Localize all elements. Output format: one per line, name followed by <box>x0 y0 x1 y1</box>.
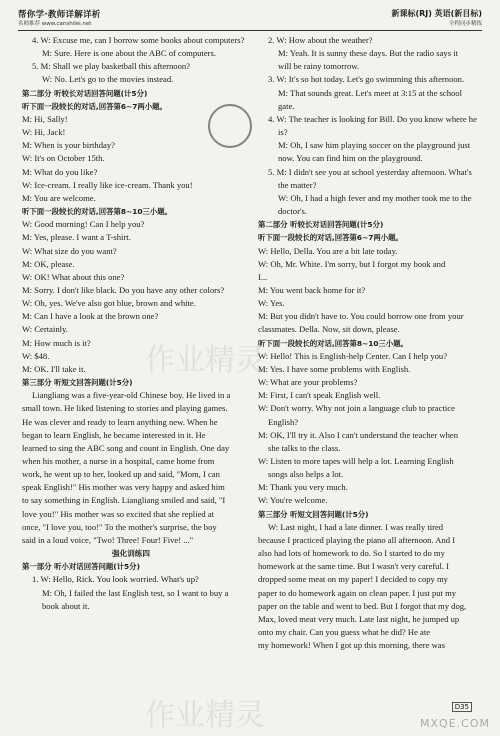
text-line: love you!" His mother was so excited that she replied at <box>22 508 215 519</box>
text-line: M: Hi, Sally! <box>22 113 68 124</box>
text-line: W: Oh, Mr. White. I'm sorry, but I forgot my book and <box>258 258 446 269</box>
text-line: M: Oh, I failed the last English test, so I want to buy a <box>42 587 229 598</box>
text-line: English? <box>268 416 299 427</box>
section-heading: 第二部分 听较长对话回答问题(计5分) <box>22 88 148 98</box>
text-line: I... <box>258 271 268 282</box>
text-line: M: Oh, I saw him playing soccer on the playground just <box>278 140 471 151</box>
text-line: M: Sure. Here is one about the ABC of computers. <box>42 48 216 59</box>
text-line: W: Listen to more tapes will help a lot. Learning English <box>258 456 454 466</box>
page-number: D35 <box>452 702 472 712</box>
page-header <box>18 6 482 31</box>
text-line: also had lots of homework to do. So I started to do my <box>258 548 445 559</box>
text-line: M: Yes, please. I want a T-shirt. <box>22 232 131 243</box>
text-line: when his mother, a nurse in a hospital, came home from <box>22 456 215 466</box>
text-line: W: Ice-cream. I really like ice-cream. Thank you! <box>22 179 193 190</box>
text-line: W: Certainly. <box>22 324 68 335</box>
section-heading: 第二部分 听较长对话回答问题(计5分) <box>258 220 384 230</box>
text-line: W: Hi, Jack! <box>22 127 66 138</box>
text-line: W: Oh, I had a high fever and my mother took me to the <box>278 192 472 203</box>
watermark-text: 作业精灵 <box>145 698 265 733</box>
text-line: paper to do homework again on clean paper. I just put my <box>258 587 457 598</box>
text-line: Liangliang was a five-year-old Chinese boy. He lived in a <box>32 390 231 401</box>
text-line: classmates. Della. Now, sit down, please. <box>258 324 400 335</box>
text-line: W: What are your problems? <box>258 377 358 388</box>
text-line: began to learn English, he became interested in it. He <box>22 429 206 440</box>
text-line: learned to sing the ABC song and count in English. One day <box>22 442 230 453</box>
text-line: W: Last night, I had a late dinner. I was really tired <box>268 521 444 532</box>
text-line: M: That sounds great. Let's meet at 3:15 at the school <box>278 87 462 98</box>
text-line: W: Oh, yes. We've also got blue, brown and white. <box>22 298 196 309</box>
text-line: onto my chair. Can you guess what he did? He ate <box>258 627 431 638</box>
section-heading: 强化训练四 <box>112 549 150 559</box>
edition-sublabel: 全程同步精练 <box>448 21 482 27</box>
text-line: homework at the same time. But I wasn't very careful. I <box>258 561 450 572</box>
text-line: paper on the table and went to bed. But I forgot that my dog, <box>258 600 467 611</box>
section-heading: 第三部分 听短文回答问题(计5分) <box>22 378 133 388</box>
text-line: M: How much is it? <box>22 337 91 348</box>
text-line: work, he went up to her, looked up and said, "Mom, I can <box>22 469 220 480</box>
text-line: M: But you didn't have to. You could borrow one from your <box>258 311 464 322</box>
section-heading: 第一部分 听小对话回答问题(计5分) <box>22 562 140 572</box>
text-line: W: No. Let's go to the movies instead. <box>42 74 174 85</box>
text-line: small town. He liked listening to stories and playing games. <box>22 403 228 414</box>
text-line: to say something in English. Liangliang smiled and said, "I <box>22 495 226 506</box>
section-heading: 听下面一段较长的对话,回答第6~7两小题。 <box>22 101 167 111</box>
text-line: 1. W: Hello, Rick. You look worried. What's up? <box>32 574 199 585</box>
text-line: M: OK, I'll try it. Also I can't understand the teacher when <box>258 429 458 440</box>
text-line: M: Thank you very much. <box>258 482 348 493</box>
book-subtitle: 名师推荐 www.canshilei.net <box>18 21 92 27</box>
text-line: my homework! When I got up this morning, there was <box>258 640 445 651</box>
text-line: the matter? <box>278 179 317 190</box>
text-line: M: Yeah. It is sunny these days. But the radio says it <box>278 48 458 59</box>
text-line: dropped some meat on my paper! I decided to copy my <box>258 574 448 585</box>
section-heading: 听下面一段较长的对话,回答第6~7两小题。 <box>258 233 403 243</box>
right-column <box>258 34 480 652</box>
text-line: 4. W: The teacher is looking for Bill. Do you know where he <box>268 113 477 124</box>
text-line: book about it. <box>42 600 90 611</box>
text-line: M: When is your birthday? <box>22 140 115 151</box>
text-line: now. You can find him on the playground. <box>278 153 423 164</box>
left-column <box>22 34 245 613</box>
text-line: M: You are welcome. <box>22 192 96 203</box>
text-line: gate. <box>278 100 295 111</box>
text-line: will be rainy tomorrow. <box>278 61 360 72</box>
site-watermark: MXQE.COM <box>420 717 490 730</box>
text-line: 2. W: How about the weather? <box>268 35 373 45</box>
text-line: M: What do you like? <box>22 166 98 177</box>
watermark-text: 作业精灵 <box>145 343 265 378</box>
section-heading: 听下面一段较长的对话,回答第8~10三小题。 <box>258 338 409 348</box>
edition-label: 新课标(RJ) 英语(新目标) <box>391 9 482 18</box>
text-line: W: Hello, Della. You are a bit late today. <box>258 245 398 256</box>
text-line: W: OK! What about this one? <box>22 271 125 282</box>
text-line: doctor's. <box>278 206 307 217</box>
text-line: M: OK, please. <box>22 258 75 269</box>
text-line: W: $48. <box>22 350 50 361</box>
text-line: W: It's on October 15th. <box>22 153 105 164</box>
text-line: Max, loved meat very much. Late last night, he jumped up <box>258 613 460 624</box>
text-line: said in a loud voice, "Two! Three! Four! Five! ..." <box>22 534 194 545</box>
text-line: M: First, I can't speak English well. <box>258 390 381 401</box>
text-line: He was clever and ready to learn anything new. When he <box>22 416 218 427</box>
text-line: W: Good morning! Can I help you? <box>22 219 145 230</box>
text-line: she talks to the class. <box>268 442 341 453</box>
text-line: W: What size do you want? <box>22 245 117 256</box>
text-line: 4. W: Excuse me, can I borrow some books about computers? <box>32 35 245 45</box>
text-line: W: Don't worry. Why not join a language club to practice <box>258 403 455 414</box>
text-line: because I practiced playing the piano all afternoon. And I <box>258 534 456 545</box>
text-line: 3. W: It's so hot today. Let's go swimming this afternoon. <box>268 74 465 85</box>
text-line: once, "I love you, too!" To the mother's surprise, the boy <box>22 521 217 532</box>
text-line: 5. M: Shall we play basketball this afternoon? <box>32 61 190 72</box>
text-line: M: OK. I'll take it. <box>22 363 86 374</box>
text-line: 5. M: I didn't see you at school yesterday afternoon. What's <box>268 166 472 177</box>
text-line: speak English!" His mother was very happy and asked him <box>22 482 225 493</box>
text-line: W: Hello! This is English-help Center. Can I help you? <box>258 350 448 361</box>
text-line: M: Sorry. I don't like black. Do you have any other colors? <box>22 284 225 295</box>
text-line: W: Yes. <box>258 298 285 309</box>
section-heading: 第三部分 听短文回答问题(计5分) <box>258 509 369 519</box>
section-heading: 听下面一段较长的对话,回答第8~10三小题。 <box>22 207 173 217</box>
text-line: W: You're welcome. <box>258 495 328 506</box>
book-title: 帮你学·教师详解详析 <box>18 10 101 20</box>
text-line: songs also helps a lot. <box>268 469 344 480</box>
text-line: M: Can I have a look at the brown one? <box>22 311 159 322</box>
text-line: M: Yes. I have some problems with English. <box>258 363 411 374</box>
text-line: is? <box>278 127 288 138</box>
text-line: M: You went back home for it? <box>258 284 366 295</box>
